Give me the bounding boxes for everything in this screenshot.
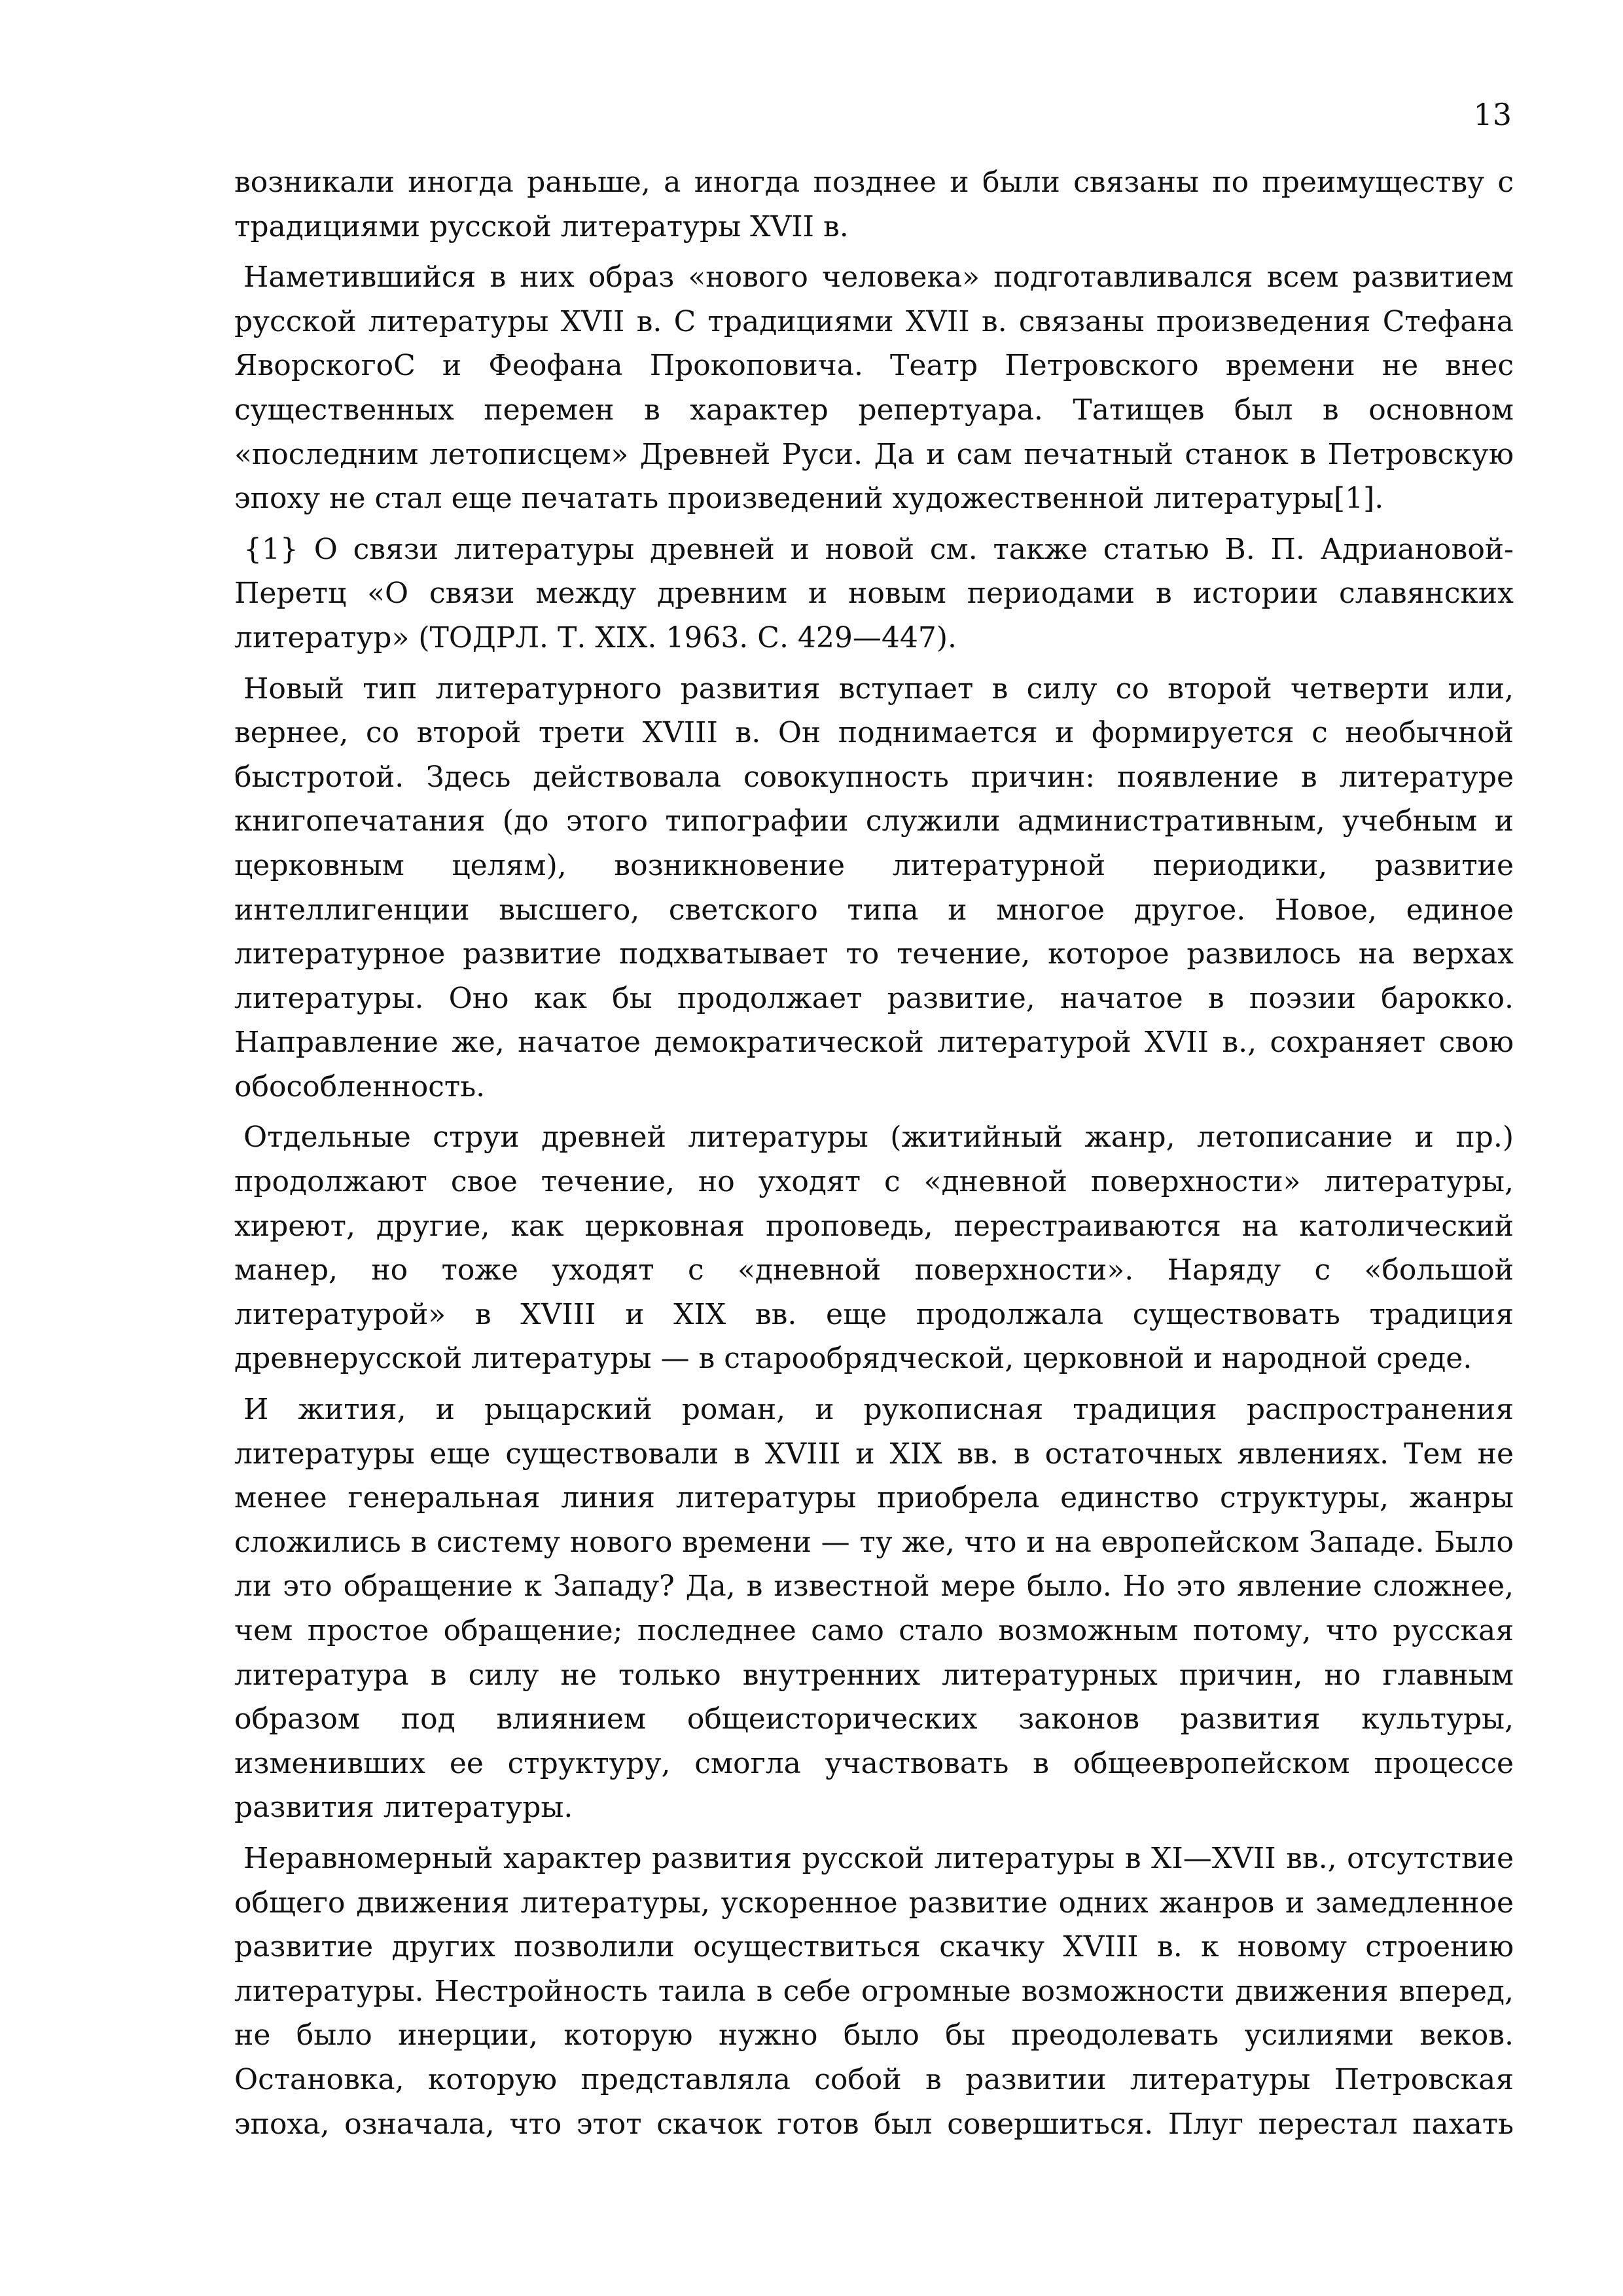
paragraph: Новый тип литературного развития вступает в силу со второй четверти или, вернее, со второй трети XVIII в. Он поднимается и формируется с необычной быстротой. Здесь действовала совокупность причин: появление в литературе книгопечатания (до этого типографии служили административным, учебным и церковным целям), возникновение литературной периодики, развитие интеллигенции высшего, светского типа и многое другое. Новое, единое литературное развитие подхватывает то течение, которое развилось на верхах литературы. Оно как бы продолжает развитие, начатое в поэзии барокко. Направление же, начатое демократической литературой XVII в., сохраняет свою обособленность.	[234, 672, 1514, 1103]
paragraph: Неравномерный характер развития русской литературы в XI—XVII вв., отсутствие общего движения литературы, ускоренное развитие одних жанров и замедленное развитие других позволили осуществиться скачку XVIII в. к новому строению литературы. Нестройность таила в себе огромные возможности движения вперед, не было инерции, которую нужно было бы преодолевать усилиями веков. Остановка, которую представляла собой в развитии литературы Петровская эпоха, означала, что этот скачок готов был совершиться. Плуг перестал пахать	[234, 1841, 1514, 2141]
paragraph: Отдельные струи древней литературы (житийный жанр, летописание и пр.) продолжают свое течение, но уходят с «дневной поверхности» литературы, хиреют, другие, как церковная проповедь, перестраиваются на католический манер, но тоже уходят с «дневной поверхности». Наряду с «большой литературой» в XVIII и XIX вв. еще продолжала существовать традиция древнерусской литературы — в старообрядческой, церковной и народной среде.	[234, 1121, 1514, 1376]
text-body	[234, 160, 1514, 2153]
page-number: 13	[1473, 97, 1512, 132]
paragraph: Наметившийся в них образ «нового человека» подготавливался всем развитием русской литературы XVII в. С традициями XVII в. связаны произведения Стефана ЯворскогоС и Феофана Прокоповича. Театр Петровского времени не внес существенных перемен в характер репертуара. Татищев был в основном «последним летописцем» Древней Руси. Да и сам печатный станок в Петровскую эпоху не стал еще печатать произведений художественной литературы[1].	[234, 260, 1514, 516]
paragraph: И жития, и рыцарский роман, и рукописная традиция распространения литературы еще существовали в XVIII и XIX вв. в остаточных явлениях. Тем не менее генеральная линия литературы приобрела единство структуры, жанры сложились в систему нового времени — ту же, что и на европейском Западе. Было ли это обращение к Западу? Да, в известной мере было. Но это явление сложнее, чем простое обращение; последнее само стало возможным потому, что русская литература в силу не только внутренних литературных причин, но главным образом под влиянием общеисторических законов развития культуры, изменивших ее структуру, смогла участвовать в общеевропейском процессе развития литературы.	[234, 1393, 1514, 1825]
paragraph: возникали иногда раньше, а иногда позднее и были связаны по преимуществу с традициями русской литературы XVII в.	[234, 166, 1514, 243]
footnote-paragraph: {1} О связи литературы древней и новой см. также статью В. П. Адриановой-Перетц «О связи между древним и новым периодами в истории славянских литератур» (ТОДРЛ. Т. XIX. 1963. С. 429—447).	[234, 532, 1514, 655]
